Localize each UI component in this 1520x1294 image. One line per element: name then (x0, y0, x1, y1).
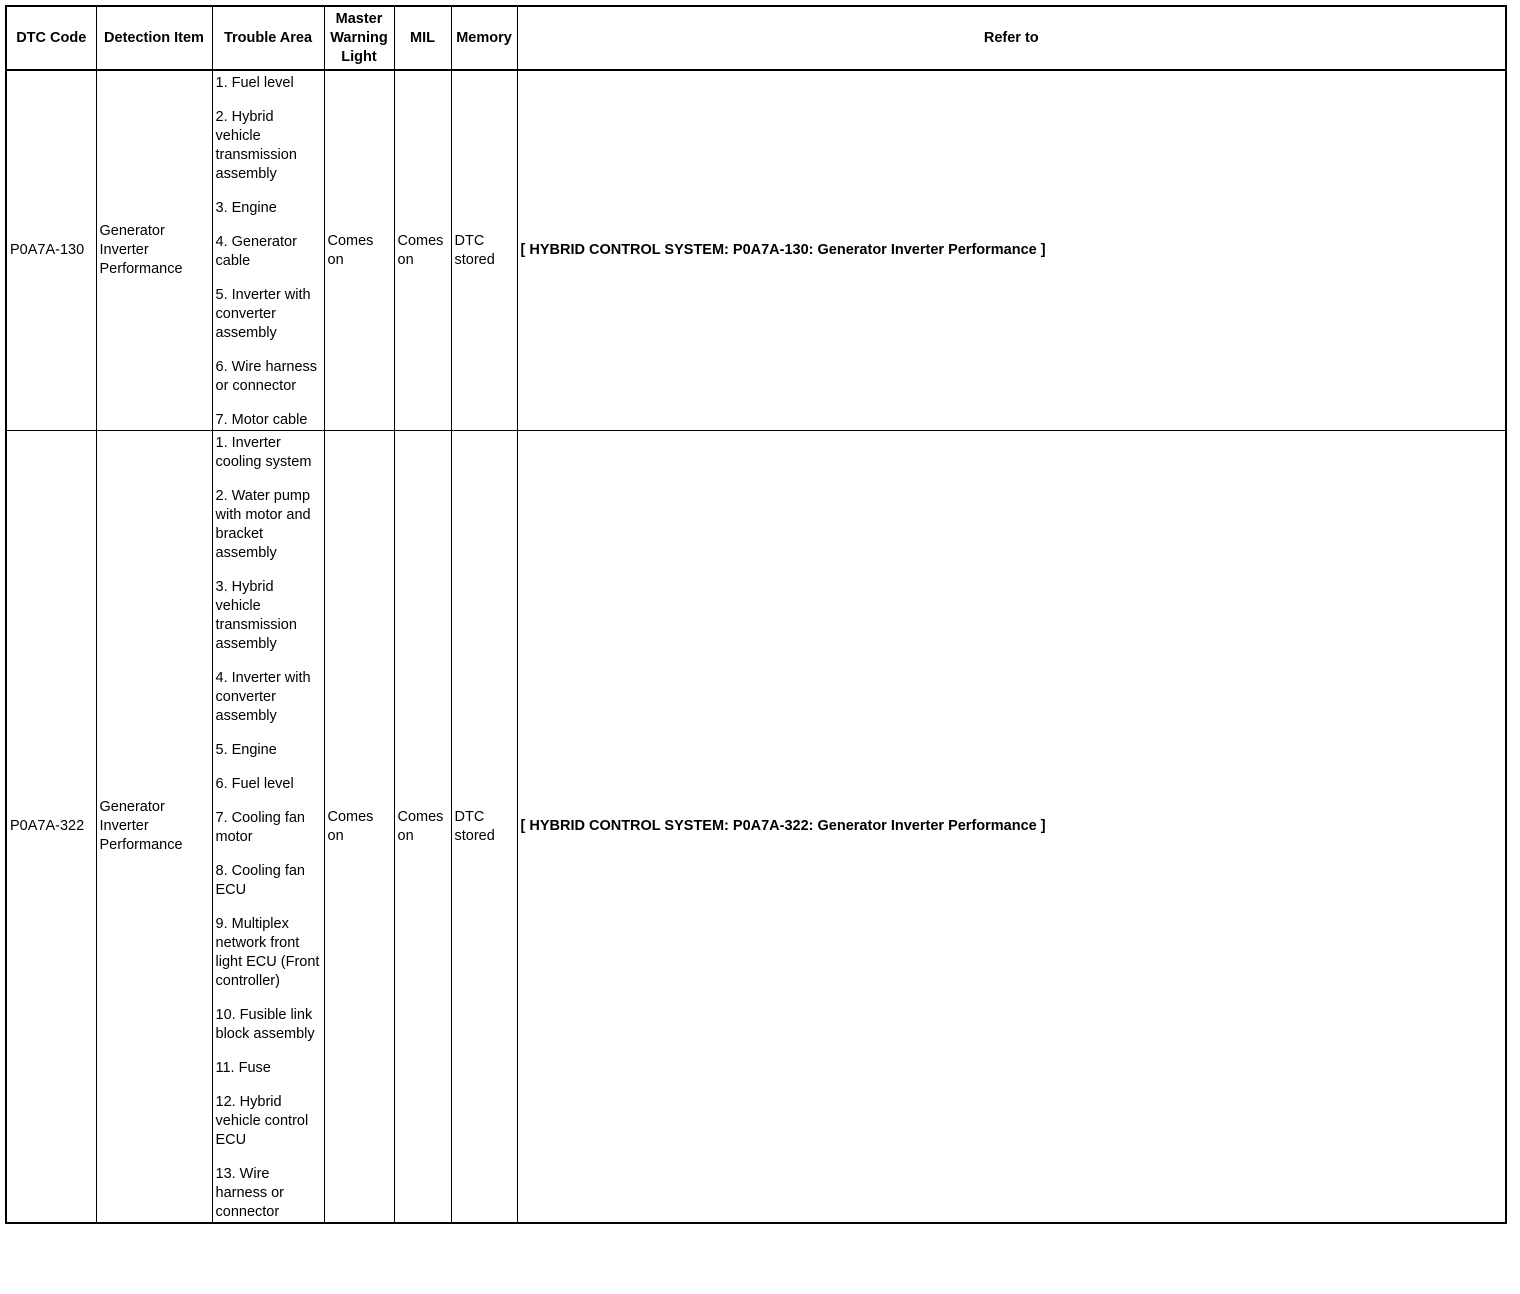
refer-to-cell (517, 431, 1506, 1224)
trouble-area-item: 1. Inverter cooling system (215, 435, 312, 470)
dtc-code-cell: P0A7A-130 (6, 70, 96, 431)
trouble-area-item: 8. Cooling fan ECU (215, 863, 305, 898)
trouble-area-item: 10. Fusible link block assembly (215, 1007, 315, 1042)
trouble-area-item: 9. Multiplex network front light ECU (Front controller) (215, 916, 320, 989)
trouble-area-list (216, 74, 321, 430)
trouble-area-item: 6. Fuel level (215, 776, 294, 792)
trouble-area-item: 5. Engine (215, 742, 277, 758)
dtc-table (5, 5, 1507, 1224)
mil-cell: Comes on (394, 70, 451, 431)
master-warning-light-cell: Comes on (324, 431, 394, 1224)
trouble-area-item: 3. Engine (215, 200, 277, 216)
trouble-area-item: 4. Inverter with converter assembly (215, 670, 311, 724)
master-warning-light-cell: Comes on (324, 70, 394, 431)
trouble-area-item: 7. Cooling fan motor (215, 810, 305, 845)
trouble-area-item: 3. Hybrid vehicle transmission assembly (215, 579, 297, 652)
table-row (6, 70, 1506, 431)
detection-item-cell: Generator Inverter Performance (96, 70, 212, 431)
header-dtc-code: DTC Code (6, 6, 96, 70)
trouble-area-item: 13. Wire harness or connector (215, 1166, 285, 1220)
trouble-area-item: 4. Generator cable (215, 234, 297, 269)
header-trouble-area: Trouble Area (212, 6, 324, 70)
header-memory: Memory (451, 6, 517, 70)
header-row (6, 6, 1506, 70)
trouble-area-item: 2. Hybrid vehicle transmission assembly (215, 109, 297, 182)
header-refer-to: Refer to (517, 6, 1506, 70)
memory-cell: DTC stored (451, 70, 517, 431)
trouble-area-list (216, 434, 321, 1222)
refer-to-link[interactable]: [ HYBRID CONTROL SYSTEM: P0A7A-322: Generator Inverter Performance ] (520, 818, 1046, 834)
trouble-area-item: 5. Inverter with converter assembly (215, 287, 311, 341)
table-row (6, 431, 1506, 1224)
header-master-warning-light: Master Warning Light (324, 6, 394, 70)
refer-to-cell (517, 70, 1506, 431)
trouble-area-item: 12. Hybrid vehicle control ECU (215, 1094, 309, 1148)
refer-to-link[interactable]: [ HYBRID CONTROL SYSTEM: P0A7A-130: Generator Inverter Performance ] (520, 242, 1046, 258)
trouble-area-cell (212, 70, 324, 431)
trouble-area-item: 1. Fuel level (215, 75, 294, 91)
trouble-area-cell (212, 431, 324, 1224)
dtc-code-cell: P0A7A-322 (6, 431, 96, 1224)
trouble-area-item: 6. Wire harness or connector (215, 359, 318, 394)
memory-cell: DTC stored (451, 431, 517, 1224)
header-mil: MIL (394, 6, 451, 70)
trouble-area-item: 7. Motor cable (215, 412, 308, 428)
mil-cell: Comes on (394, 431, 451, 1224)
trouble-area-item: 11. Fuse (215, 1060, 271, 1076)
detection-item-cell: Generator Inverter Performance (96, 431, 212, 1224)
trouble-area-item: 2. Water pump with motor and bracket assembly (215, 488, 311, 561)
header-detection-item: Detection Item (96, 6, 212, 70)
